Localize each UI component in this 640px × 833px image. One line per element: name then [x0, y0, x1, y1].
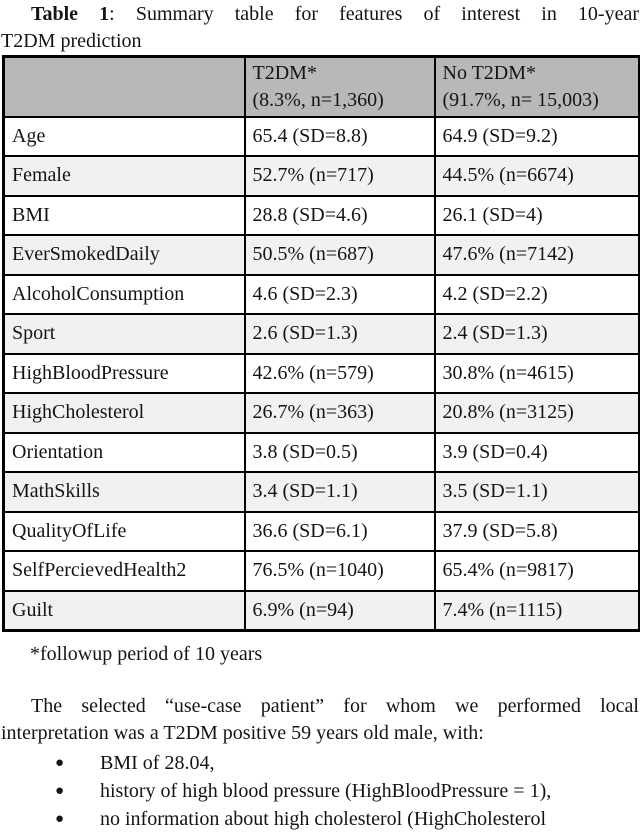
no-t2dm-value-cell: 7.4% (n=1115) — [435, 591, 640, 631]
feature-cell: SelfPercievedHealth2 — [4, 551, 245, 591]
t2dm-value-cell: 6.9% (n=94) — [245, 591, 435, 631]
header-t2dm-line1: T2DM* — [252, 61, 317, 84]
header-t2dm-line2: (8.3%, n=1,360) — [252, 88, 384, 111]
summary-table — [2, 55, 640, 632]
table-row — [4, 275, 640, 315]
bullet-list — [0, 749, 640, 833]
table-caption-line1 — [1, 1, 639, 28]
t2dm-value-cell: 76.5% (n=1040) — [245, 551, 435, 591]
feature-cell: HighCholesterol — [4, 393, 245, 433]
no-t2dm-value-cell: 4.2 (SD=2.2) — [435, 275, 640, 315]
bullet-icon: ● — [55, 754, 65, 771]
feature-cell: AlcoholConsumption — [4, 275, 245, 315]
feature-cell: BMI — [4, 196, 245, 236]
t2dm-value-cell: 36.6 (SD=6.1) — [245, 512, 435, 552]
feature-cell: QualityOfLife — [4, 512, 245, 552]
table-row — [4, 472, 640, 512]
t2dm-value-cell: 4.6 (SD=2.3) — [245, 275, 435, 315]
table-row — [4, 512, 640, 552]
no-t2dm-value-cell: 30.8% (n=4615) — [435, 354, 640, 394]
t2dm-value-cell: 2.6 (SD=1.3) — [245, 314, 435, 354]
t2dm-value-cell: 26.7% (n=363) — [245, 393, 435, 433]
no-t2dm-value-cell: 47.6% (n=7142) — [435, 235, 640, 275]
paper-page — [0, 1, 640, 833]
no-t2dm-value-cell: 20.8% (n=3125) — [435, 393, 640, 433]
t2dm-value-cell: 65.4 (SD=8.8) — [245, 117, 435, 157]
table-row — [4, 314, 640, 354]
body-paragraph — [1, 693, 639, 747]
feature-cell: Age — [4, 117, 245, 157]
list-item — [0, 777, 640, 805]
list-item-text: BMI of 28.04, — [100, 751, 215, 774]
no-t2dm-value-cell: 3.5 (SD=1.1) — [435, 472, 640, 512]
feature-cell: MathSkills — [4, 472, 245, 512]
t2dm-value-cell: 3.8 (SD=0.5) — [245, 433, 435, 473]
no-t2dm-value-cell: 65.4% (n=9817) — [435, 551, 640, 591]
t2dm-value-cell: 50.5% (n=687) — [245, 235, 435, 275]
header-empty-cell — [4, 57, 245, 117]
table-row — [4, 551, 640, 591]
bullet-icon: ● — [55, 810, 65, 827]
feature-cell: Sport — [4, 314, 245, 354]
table-caption-number: Table 1 — [31, 3, 110, 25]
table-footnote: *followup period of 10 years — [30, 642, 263, 665]
feature-cell: HighBloodPressure — [4, 354, 245, 394]
t2dm-value-cell: 3.4 (SD=1.1) — [245, 472, 435, 512]
t2dm-value-cell: 28.8 (SD=4.6) — [245, 196, 435, 236]
table-row — [4, 393, 640, 433]
bullet-icon: ● — [55, 782, 65, 799]
no-t2dm-value-cell: 44.5% (n=6674) — [435, 156, 640, 196]
t2dm-value-cell: 52.7% (n=717) — [245, 156, 435, 196]
list-item — [0, 749, 640, 777]
list-item-text: no information about high cholesterol (HighCholesterol — [100, 807, 547, 830]
table-row — [4, 196, 640, 236]
no-t2dm-value-cell: 64.9 (SD=9.2) — [435, 117, 640, 157]
no-t2dm-value-cell: 37.9 (SD=5.8) — [435, 512, 640, 552]
no-t2dm-value-cell: 26.1 (SD=4) — [435, 196, 640, 236]
list-item — [0, 805, 640, 833]
table-caption-line2: T2DM prediction — [1, 30, 142, 52]
body-paragraph-line2: interpretation was a T2DM positive 59 years old male, with: — [1, 721, 484, 744]
feature-cell: Orientation — [4, 433, 245, 473]
header-no-t2dm-line2: (91.7%, n= 15,003) — [442, 88, 599, 111]
table-row — [4, 591, 640, 631]
feature-cell: EverSmokedDaily — [4, 235, 245, 275]
feature-cell: Guilt — [4, 591, 245, 631]
table-header-row — [4, 57, 640, 117]
table-row — [4, 235, 640, 275]
list-item-text: history of high blood pressure (HighBloodPressure = 1), — [100, 779, 552, 802]
table-caption-text: : Summary table for features of interest in 10-year — [109, 3, 639, 25]
t2dm-value-cell: 42.6% (n=579) — [245, 354, 435, 394]
body-paragraph-line1: The selected “use-case patient” for whom we performed local — [31, 694, 639, 717]
table-row — [4, 117, 640, 157]
header-t2dm-cell — [245, 57, 435, 117]
table-row — [4, 354, 640, 394]
header-no-t2dm-cell — [435, 57, 640, 117]
no-t2dm-value-cell: 3.9 (SD=0.4) — [435, 433, 640, 473]
no-t2dm-value-cell: 2.4 (SD=1.3) — [435, 314, 640, 354]
table-row — [4, 156, 640, 196]
feature-cell: Female — [4, 156, 245, 196]
table-row — [4, 433, 640, 473]
header-no-t2dm-line1: No T2DM* — [442, 61, 537, 84]
table-caption — [1, 1, 639, 54]
